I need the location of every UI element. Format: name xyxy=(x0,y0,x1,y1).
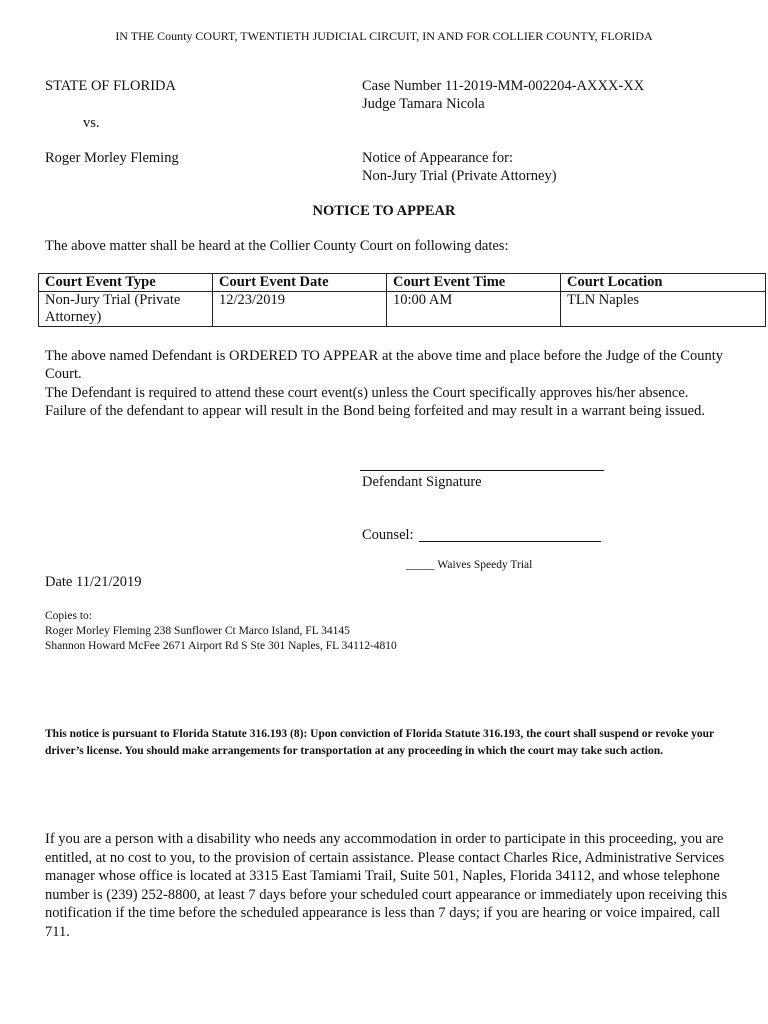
copy-recipient: Roger Morley Fleming 238 Sunflower Ct Marco Island, FL 34145 xyxy=(45,625,350,637)
ada-notice: If you are a person with a disability who needs any accommodation in order to participate in this proceeding, you are entitled, at no cost to you, to the provision of certain assistance. Please contact Charles Rice, Administrative Services manager whose office is located at 3315 East Tamiami Trail, Suite 501, Naples, Florida 34112, and whose telephone number is (239) 252-8800, at least 7 days before your scheduled court appearance or immediately upon receiving this notification if the time before the scheduled appearance is less than 7 days; if you are hearing or voice impaired, call 711. xyxy=(45,831,728,940)
versus: vs. xyxy=(83,115,100,131)
table-header-row xyxy=(39,274,766,292)
defendant-name: Roger Morley Fleming xyxy=(45,150,179,166)
statute-notice: This notice is pursuant to Florida Statute 316.193 (8): Upon conviction of Florida Statute 316.193, the court shall suspend or revoke your driver’s license. You should make arrangements for transportation at any proceeding in which the court may take such action. xyxy=(45,728,714,757)
counsel-label: Counsel: xyxy=(362,527,414,543)
plaintiff: STATE OF FLORIDA xyxy=(45,78,176,94)
event-location: TLN Naples xyxy=(561,292,766,327)
event-time: 10:00 AM xyxy=(387,292,561,327)
table-row xyxy=(39,292,766,327)
event-type: Non-Jury Trial (Private Attorney) xyxy=(39,292,213,327)
column-header: Court Event Time xyxy=(387,274,561,292)
copy-recipient: Shannon Howard McFee 2671 Airport Rd S Ste 301 Naples, FL 34112-4810 xyxy=(45,640,397,652)
column-header: Court Event Type xyxy=(39,274,213,292)
failure-text: Failure of the defendant to appear will result in the Bond being forfeited and may result in a warrant being issued. xyxy=(45,403,705,419)
notice-date: Date 11/21/2019 xyxy=(45,574,142,590)
court-events-table xyxy=(38,273,766,327)
attend-text: The Defendant is required to attend these court event(s) unless the Court specifically approves his/her absence. xyxy=(45,385,689,401)
court-header: IN THE County COURT, TWENTIETH JUDICIAL CIRCUIT, IN AND FOR COLLIER COUNTY, FLORIDA xyxy=(115,29,653,43)
counsel-signature-line xyxy=(419,541,601,542)
defendant-signature-line xyxy=(360,470,604,471)
column-header: Court Location xyxy=(561,274,766,292)
order-text: The above named Defendant is ORDERED TO APPEAR at the above time and place before the Judge of the County Court. xyxy=(45,348,723,382)
column-header: Court Event Date xyxy=(213,274,387,292)
copies-to-label: Copies to: xyxy=(45,610,92,622)
defendant-signature-label: Defendant Signature xyxy=(362,474,482,490)
case-number: Case Number 11-2019-MM-002204-AXXX-XX xyxy=(362,78,645,94)
waives-speedy-trial: _____ Waives Speedy Trial xyxy=(406,559,533,571)
page-title: NOTICE TO APPEAR xyxy=(312,203,456,219)
notice-for-value: Non-Jury Trial (Private Attorney) xyxy=(362,168,557,184)
event-date: 12/23/2019 xyxy=(213,292,387,327)
judge: Judge Tamara Nicola xyxy=(362,96,485,112)
intro-text: The above matter shall be heard at the Collier County Court on following dates: xyxy=(45,238,509,254)
notice-for-label: Notice of Appearance for: xyxy=(362,150,513,166)
